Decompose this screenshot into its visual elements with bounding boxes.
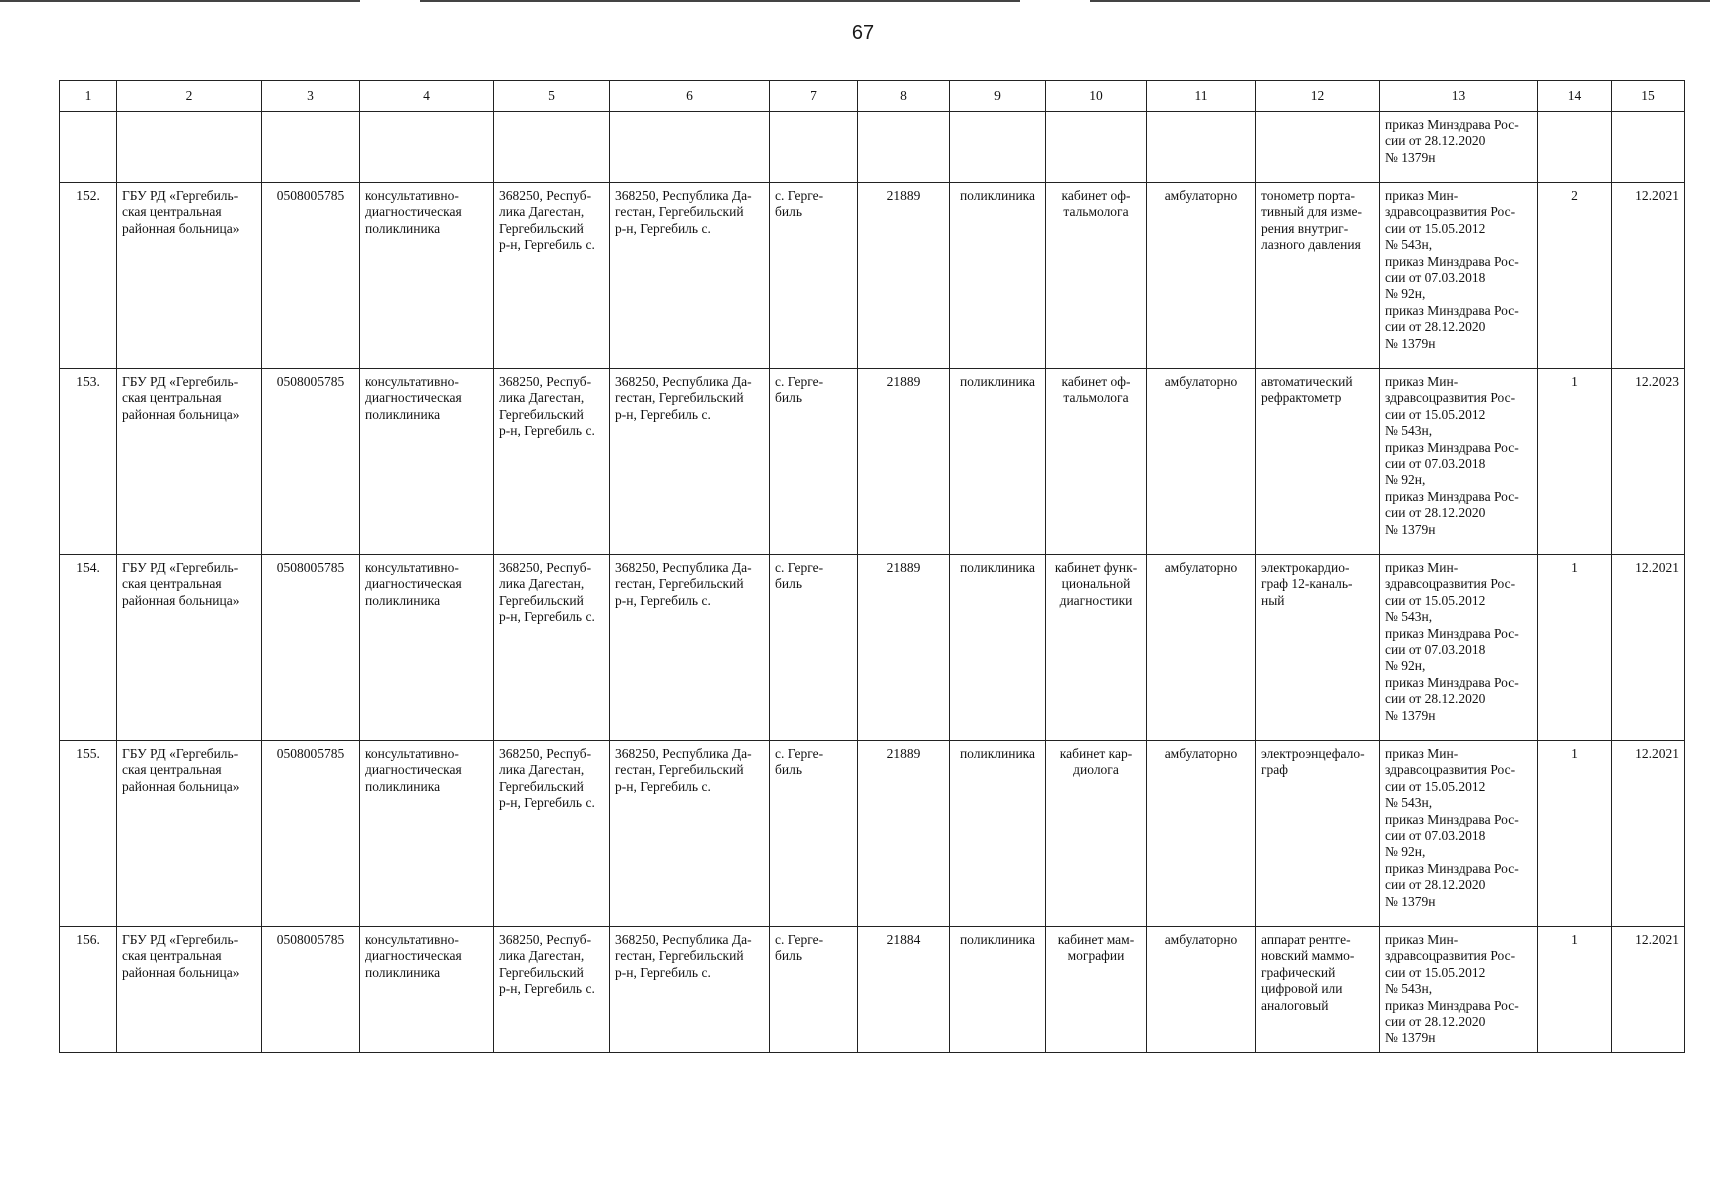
column-header: 12 (1256, 81, 1380, 112)
row-number-cell: 156. (60, 927, 117, 1053)
cabinet-cell: кабинет функ- циональной диагностики (1046, 555, 1147, 741)
care-form-cell: амбулаторно (1147, 183, 1256, 369)
row-number-cell: 154. (60, 555, 117, 741)
locality-cell: с. Герге- биль (770, 183, 858, 369)
actual-address-cell: 368250, Республика Да- гестан, Гергебильский р-н, Гергебиль с. (610, 183, 770, 369)
care-form-cell: амбулаторно (1147, 741, 1256, 927)
facility-type-cell: поликлиника (950, 927, 1046, 1053)
legal-address-cell: 368250, Респуб- лика Дагестан, Гергебильский р-н, Гергебиль с. (494, 369, 610, 555)
legal-basis-cell: приказ Мин- здравсоцразвития Рос- сии от 15.05.2012 № 543н, приказ Минздрава Рос- сии от 07.03.2018 № 92н, приказ Минздрава Рос- сии от 28.12.2020 № 1379н (1380, 555, 1538, 741)
table-row (60, 927, 1685, 1053)
organization-cell: ГБУ РД «Гергебиль- ская центральная районная больница» (117, 741, 262, 927)
department-cell: консультативно- диагностическая поликлиника (360, 741, 494, 927)
cabinet-cell: кабинет оф- тальмолога (1046, 183, 1147, 369)
legal-address-cell: 368250, Респуб- лика Дагестан, Гергебильский р-н, Гергебиль с. (494, 927, 610, 1053)
column-header: 11 (1147, 81, 1256, 112)
quantity-cell: 2 (1538, 183, 1612, 369)
date-cell: 12.2021 (1612, 183, 1685, 369)
equipment-cell: автоматический рефрактометр (1256, 369, 1380, 555)
locality-cell: с. Герге- биль (770, 555, 858, 741)
column-header: 3 (262, 81, 360, 112)
care-form-cell: амбулаторно (1147, 369, 1256, 555)
quantity-cell: 1 (1538, 369, 1612, 555)
legal-address-cell: 368250, Респуб- лика Дагестан, Гергебильский р-н, Гергебиль с. (494, 555, 610, 741)
date-cell: 12.2021 (1612, 927, 1685, 1053)
organization-cell: ГБУ РД «Гергебиль- ская центральная районная больница» (117, 183, 262, 369)
column-number-header-row (60, 81, 1685, 112)
column-header: 9 (950, 81, 1046, 112)
quantity-cell: 1 (1538, 927, 1612, 1053)
legal-basis-cell: приказ Минздрава Рос- сии от 28.12.2020 № 1379н (1380, 112, 1538, 183)
okato-cell: 21884 (858, 927, 950, 1053)
table-row (60, 555, 1685, 741)
legal-basis-cell: приказ Мин- здравсоцразвития Рос- сии от 15.05.2012 № 543н, приказ Минздрава Рос- сии от 28.12.2020 № 1379н (1380, 927, 1538, 1053)
equipment-cell: электроэнцефало- граф (1256, 741, 1380, 927)
top-scan-line-right (1090, 0, 1710, 2)
column-header: 7 (770, 81, 858, 112)
column-header: 8 (858, 81, 950, 112)
okato-cell: 21889 (858, 183, 950, 369)
legal-address-cell: 368250, Респуб- лика Дагестан, Гергебильский р-н, Гергебиль с. (494, 183, 610, 369)
locality-cell: с. Герге- биль (770, 369, 858, 555)
top-scan-line-middle (420, 0, 1020, 2)
row-number-cell: 155. (60, 741, 117, 927)
inn-cell: 0508005785 (262, 183, 360, 369)
row-number-cell: 152. (60, 183, 117, 369)
actual-address-cell: 368250, Республика Да- гестан, Гергебильский р-н, Гергебиль с. (610, 369, 770, 555)
okato-cell: 21889 (858, 741, 950, 927)
inn-cell: 0508005785 (262, 555, 360, 741)
inn-cell: 0508005785 (262, 927, 360, 1053)
cabinet-cell: кабинет мам- мографии (1046, 927, 1147, 1053)
top-scan-line-left (0, 0, 360, 2)
continuation-row (60, 112, 1685, 183)
organization-cell: ГБУ РД «Гергебиль- ская центральная районная больница» (117, 927, 262, 1053)
facility-type-cell: поликлиника (950, 369, 1046, 555)
column-header: 14 (1538, 81, 1612, 112)
facility-type-cell: поликлиника (950, 741, 1046, 927)
department-cell: консультативно- диагностическая поликлиника (360, 555, 494, 741)
inn-cell: 0508005785 (262, 741, 360, 927)
actual-address-cell: 368250, Республика Да- гестан, Гергебильский р-н, Гергебиль с. (610, 555, 770, 741)
locality-cell: с. Герге- биль (770, 927, 858, 1053)
column-header: 6 (610, 81, 770, 112)
department-cell: консультативно- диагностическая поликлиника (360, 369, 494, 555)
department-cell: консультативно- диагностическая поликлиника (360, 927, 494, 1053)
organization-cell: ГБУ РД «Гергебиль- ская центральная районная больница» (117, 369, 262, 555)
department-cell: консультативно- диагностическая поликлиника (360, 183, 494, 369)
page-number: 67 (851, 22, 875, 44)
inn-cell: 0508005785 (262, 369, 360, 555)
table-row (60, 741, 1685, 927)
date-cell: 12.2021 (1612, 555, 1685, 741)
facility-type-cell: поликлиника (950, 183, 1046, 369)
date-cell: 12.2023 (1612, 369, 1685, 555)
column-header: 15 (1612, 81, 1685, 112)
cabinet-cell: кабинет оф- тальмолога (1046, 369, 1147, 555)
legal-address-cell: 368250, Респуб- лика Дагестан, Гергебильский р-н, Гергебиль с. (494, 741, 610, 927)
equipment-cell: электрокардио- граф 12-каналь- ный (1256, 555, 1380, 741)
row-number-cell: 153. (60, 369, 117, 555)
okato-cell: 21889 (858, 369, 950, 555)
column-header: 2 (117, 81, 262, 112)
okato-cell: 21889 (858, 555, 950, 741)
care-form-cell: амбулаторно (1147, 555, 1256, 741)
legal-basis-cell: приказ Мин- здравсоцразвития Рос- сии от 15.05.2012 № 543н, приказ Минздрава Рос- сии от 07.03.2018 № 92н, приказ Минздрава Рос- сии от 28.12.2020 № 1379н (1380, 741, 1538, 927)
quantity-cell: 1 (1538, 555, 1612, 741)
actual-address-cell: 368250, Республика Да- гестан, Гергебильский р-н, Гергебиль с. (610, 927, 770, 1053)
legal-basis-cell: приказ Мин- здравсоцразвития Рос- сии от 15.05.2012 № 543н, приказ Минздрава Рос- сии от 07.03.2018 № 92н, приказ Минздрава Рос- сии от 28.12.2020 № 1379н (1380, 369, 1538, 555)
date-cell: 12.2021 (1612, 741, 1685, 927)
table-row (60, 369, 1685, 555)
cabinet-cell: кабинет кар- диолога (1046, 741, 1147, 927)
care-form-cell: амбулаторно (1147, 927, 1256, 1053)
column-header: 10 (1046, 81, 1147, 112)
column-header: 4 (360, 81, 494, 112)
registry-table (59, 80, 1685, 1053)
equipment-cell: тонометр порта- тивный для изме- рения внутриг- лазного давления (1256, 183, 1380, 369)
actual-address-cell: 368250, Республика Да- гестан, Гергебильский р-н, Гергебиль с. (610, 741, 770, 927)
legal-basis-cell: приказ Мин- здравсоцразвития Рос- сии от 15.05.2012 № 543н, приказ Минздрава Рос- сии от 07.03.2018 № 92н, приказ Минздрава Рос- сии от 28.12.2020 № 1379н (1380, 183, 1538, 369)
locality-cell: с. Герге- биль (770, 741, 858, 927)
facility-type-cell: поликлиника (950, 555, 1046, 741)
column-header: 13 (1380, 81, 1538, 112)
column-header: 1 (60, 81, 117, 112)
table-row (60, 183, 1685, 369)
organization-cell: ГБУ РД «Гергебиль- ская центральная районная больница» (117, 555, 262, 741)
quantity-cell: 1 (1538, 741, 1612, 927)
equipment-cell: аппарат рентге- новский маммо- графический цифровой или аналоговый (1256, 927, 1380, 1053)
column-header: 5 (494, 81, 610, 112)
